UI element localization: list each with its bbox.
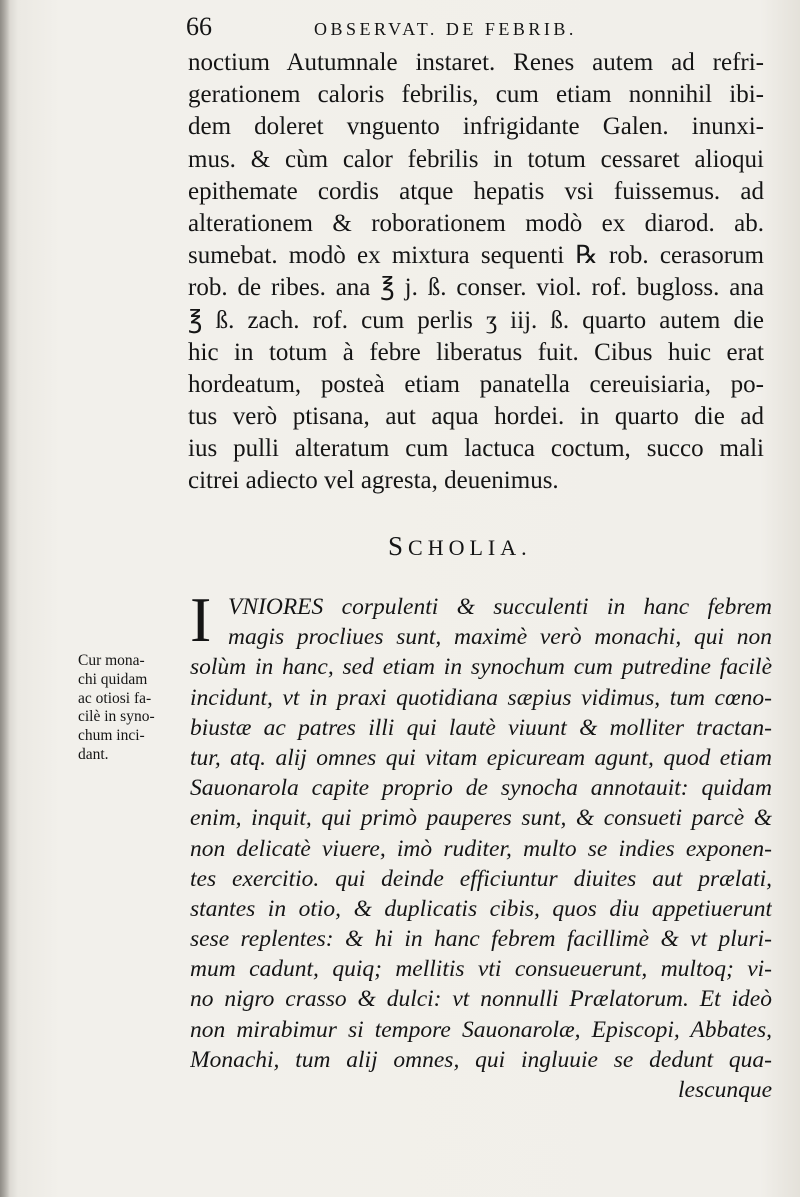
page-number: 66 [186,12,212,41]
text-line: noctium Autumnale instaret. Renes autem ad refri- [188,49,764,76]
text-line: tus verò ptisana, aut aqua hordei. in quarto die ad [188,403,764,431]
text-line: epithemate cordis atque hepatis vsi fuissemus. ad [188,177,764,205]
text-line: gerationem caloris febrilis, cum etiam nonnihil ibi- [188,81,764,109]
text-line: alterationem & roborationem modò ex diarod. ab. [188,209,764,237]
margin-note-line: ac otiosi fa- [78,689,152,707]
binding-shadow [0,0,10,1197]
running-head: OBSERVAT. DE FEBRIB. [314,19,577,39]
text-line: mus. & cùm calor febrilis in totum cessaret alioqui [188,145,764,173]
scholia-line: non mirabimur si tempore Sauonarolæ, Episcopi, Abbates, [190,1016,772,1043]
text-line: citrei adiecto vel agresta, deuenimus. [188,467,559,495]
text-line: ius pulli alteratum cum lactuca coctum, succo mali [188,435,764,463]
scholia-line: Monachi, tum alij omnes, qui ingluuie se dedunt qua- [190,1046,772,1073]
drop-cap: I [190,584,212,655]
margin-note-line: cilè in syno- [78,708,155,726]
text-line: hic in totum à febre liberatus fuit. Cibus huic erat [188,338,764,366]
text-line: dem doleret vnguento infrigidante Galen. inunxi- [188,113,764,141]
scholia-line: incidunt, vt in praxi quotidiana sæpius vidimus, tum cœno- [190,684,772,711]
section-title [388,532,588,562]
scholia-line: VNIORES corpulenti & succulenti in hanc febrem [228,594,772,620]
margin-note-line: chi quidam [78,670,148,688]
main-text [188,47,764,498]
catchword: lescunque [678,1077,772,1103]
section-title-rest: CHOLIA. [408,535,532,560]
scholia-line: sese replentes: & hi in hanc febrem facillimè & vt pluri- [190,926,772,953]
scholia-line: non delicatè viuere, imò ruditer, multo se indies exponen- [190,835,772,862]
scholia-line: biustæ ac patres illi qui lautè viuunt & molliter tractan- [190,714,772,741]
margin-note-line: chum inci- [78,727,145,745]
text-line: ℥ ß. zach. rof. cum perlis ʒ iij. ß. quarto autem die [188,306,764,334]
text-line: hordeatum, posteà etiam panatella cereuisiaria, po- [188,370,764,398]
scholia-line: mum cadunt, quiq; mellitis vti consueuerunt, multoq; vi- [190,956,772,983]
scholia-line: Sauonarola capite proprio de synocha annotauit: quidam [190,775,772,802]
margin-note-line: dant. [78,745,109,763]
section-title-initial: S [388,531,409,561]
margin-note-line: Cur mona- [78,652,145,669]
scholia-text [190,584,772,1105]
scholia-line: tes exercitio. qui deinde efficiuntur diuites aut prælati, [190,865,772,892]
scholia-line: stantes in otio, & duplicatis cibis, quos diu appetiuerunt [190,895,772,922]
text-line: sumebat. modò ex mixtura sequenti ℞ rob. cerasorum [188,242,764,270]
scholia-line: solùm in hanc, sed etiam in synochum cum putredine facilè [190,654,772,681]
scholia-line: tur, atq. alij omnes qui vitam epicuream agunt, quod etiam [190,744,772,771]
page-header [186,12,776,42]
text-line: rob. de ribes. ana ℥ j. ß. conser. viol. rof. bugloss. ana [188,274,764,302]
scholia-line: no nigro crasso & dulci: vt nonnulli Prælatorum. Et ideò [190,986,772,1013]
scholia-line: magis procliues sunt, maximè verò monachi, qui non [228,624,772,651]
margin-note [78,652,182,765]
scholia-line: enim, inquit, qui primò pauperes sunt, & consueti parcè & [190,805,772,832]
